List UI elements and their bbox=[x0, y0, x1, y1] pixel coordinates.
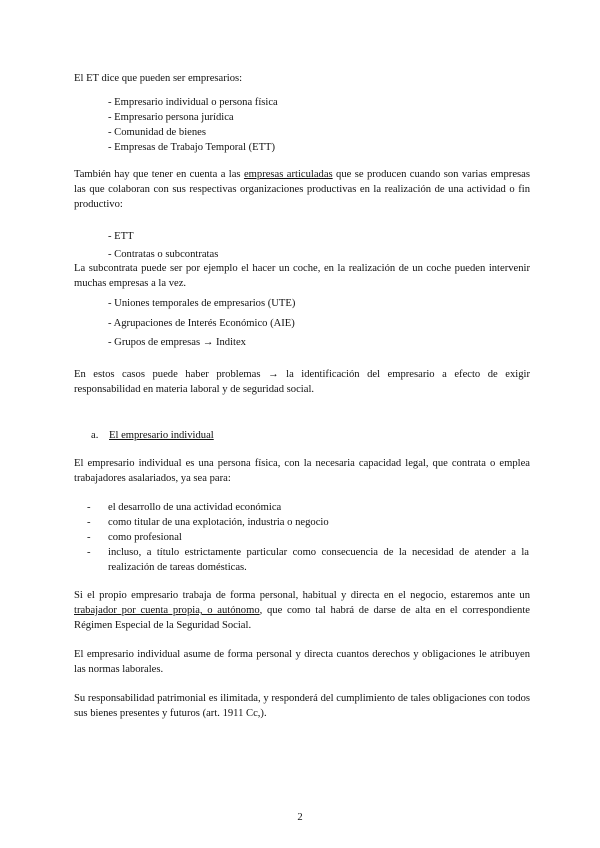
bullet-item bbox=[87, 515, 529, 530]
bullet-item bbox=[87, 545, 529, 575]
paragraph-self-employed bbox=[74, 588, 530, 633]
bullet-text: como titular de una explotación, industria o negocio bbox=[108, 517, 329, 528]
bullet-item bbox=[87, 500, 529, 515]
intro-text: El ET dice que pueden ser empresarios: bbox=[74, 73, 243, 84]
list-item: - ETT bbox=[108, 231, 134, 242]
list-item: - Uniones temporales de empresarios (UTE) bbox=[108, 298, 296, 309]
bullet-dash: - bbox=[87, 532, 91, 543]
list-item: - Empresario individual o persona física bbox=[108, 97, 278, 108]
bullet-text: el desarrollo de una actividad económica bbox=[108, 502, 282, 513]
list-item: - Contratas o subcontratas bbox=[108, 249, 219, 260]
paragraph-articulated-companies bbox=[74, 167, 530, 212]
list-item: - Grupos de empresas → Inditex bbox=[108, 337, 246, 348]
page-number: 2 bbox=[297, 811, 303, 823]
paragraph-definition: El empresario individual es una persona física, con la necesaria capacidad legal, que contrata o emplea trabajadores asalariados, ya sea para: bbox=[74, 458, 530, 484]
paragraph-subcontract: La subcontrata puede ser por ejemplo el hacer un coche, en la realización de un coche pueden intervenir muchas empresas a la vez. bbox=[74, 263, 530, 289]
paragraph-text: También hay que tener en cuenta a las bbox=[74, 169, 244, 180]
paragraph-text: , que como tal habrá de darse de alta en el correspondiente Régimen Especial de la Seguridad Social. bbox=[74, 605, 530, 631]
list-item: - Comunidad de bienes bbox=[108, 127, 206, 138]
underlined-term: trabajador por cuenta propia, o autónomo bbox=[74, 605, 260, 616]
paragraph-liability: Su responsabilidad patrimonial es ilimitada, y responderá del cumplimiento de tales obligaciones con todos sus bienes presentes y futuros (art. 1911 Cc,). bbox=[74, 693, 530, 719]
paragraph-problems: En estos casos puede haber problemas → la identificación del empresario a efecto de exigir responsabilidad en materia laboral y de seguridad social. bbox=[74, 369, 530, 395]
list-item: - Empresario persona jurídica bbox=[108, 112, 234, 123]
bullet-dash: - bbox=[87, 517, 91, 528]
paragraph-text: que se producen cuando son varias empresas las que colaboran con sus respectivas organizaciones productivas en la realización de una actividad o fin productivo: bbox=[74, 169, 530, 210]
section-title: El empresario individual bbox=[109, 430, 214, 441]
bullet-item bbox=[87, 530, 529, 545]
paragraph-rights-obligations: El empresario individual asume de forma personal y directa cuantos derechos y obligaciones le atribuyen las normas laborales. bbox=[74, 649, 530, 675]
bullet-dash: - bbox=[87, 547, 91, 558]
bullet-dash: - bbox=[87, 502, 91, 513]
list-item: - Agrupaciones de Interés Económico (AIE) bbox=[108, 318, 295, 329]
paragraph-text: Si el propio empresario trabaja de forma personal, habitual y directa en el negocio, estaremos ante un bbox=[74, 590, 530, 601]
underlined-term: empresas articuladas bbox=[243, 169, 333, 180]
bullet-text: incluso, a título estrictamente particular como consecuencia de la necesidad de atender a la realización de tareas domésticas. bbox=[108, 547, 529, 573]
list-item: - Empresas de Trabajo Temporal (ETT) bbox=[108, 142, 276, 153]
section-marker: a. bbox=[91, 430, 99, 441]
bullet-text: como profesional bbox=[108, 532, 182, 543]
